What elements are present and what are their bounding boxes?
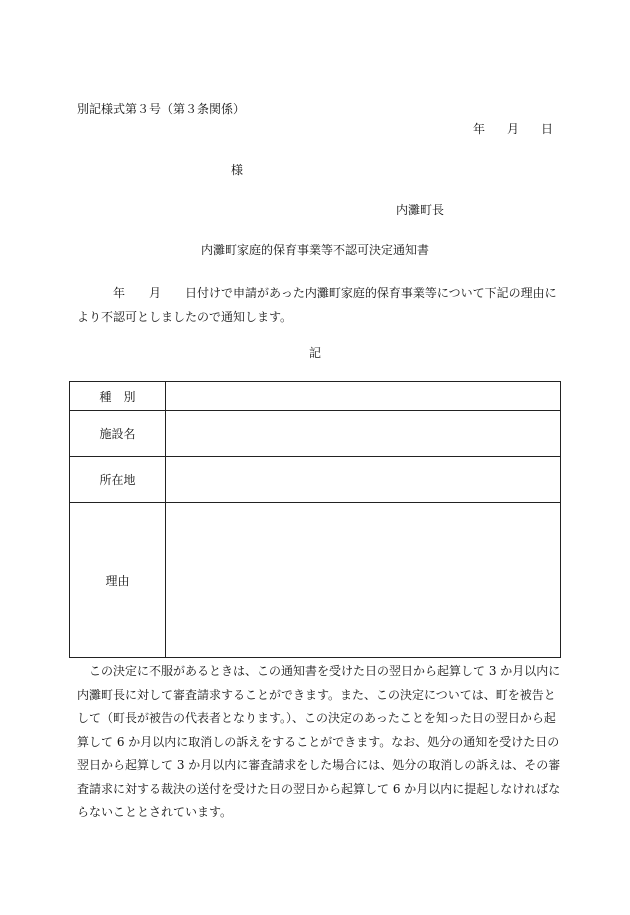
date-month: 月 xyxy=(507,122,520,136)
table-row-facility xyxy=(70,411,561,457)
date-year: 年 xyxy=(473,122,486,136)
body-paragraph xyxy=(77,281,562,329)
addressee-suffix: 様 xyxy=(231,163,244,177)
table-row-address xyxy=(70,457,561,503)
facility-label: 施設名 xyxy=(70,411,166,457)
document-title: 内灘町家庭的保育事業等不認可決定通知書 xyxy=(200,243,429,257)
info-table xyxy=(69,381,561,658)
issuer-name: 内灘町長 xyxy=(396,203,445,217)
type-value xyxy=(166,382,561,411)
reason-label: 理由 xyxy=(70,503,166,658)
table-row-type xyxy=(70,382,561,411)
ki-label: 記 xyxy=(308,346,321,360)
notice-paragraph: この決定に不服があるときは、この通知書を受けた日の翌日から起算して 3 か月以内に内灘町長に対して審査請求することができます。また、この決定については、町を被告として（町長が被告の代表者となります。）、この決定のあったことを知った日の翌日から起算して 6 か月以内に取消しの訴えをすることができます。なお、処分の通知を受けた日の翌日から起算して 3 か月以内に審査請求をした場合には、処分の取消しの訴えは、その審査請求に対する裁決の送付を受けた日の翌日から起算して 6 か月以内に提起しなければならないこととされています。 xyxy=(77,664,561,819)
date-day: 日 xyxy=(541,122,554,136)
facility-value xyxy=(166,411,561,457)
address-value xyxy=(166,457,561,503)
body-text: 年 月 日付けで申請があった内灘町家庭的保育事業等について下記の理由により不認可としましたので通知します。 xyxy=(77,286,557,324)
reason-value xyxy=(166,503,561,658)
form-number: 別記様式第３号（第３条関係） xyxy=(77,102,246,116)
address-label: 所在地 xyxy=(70,457,166,503)
table-row-reason xyxy=(70,503,561,658)
date-line xyxy=(473,121,553,137)
type-label: 種 別 xyxy=(70,382,166,411)
